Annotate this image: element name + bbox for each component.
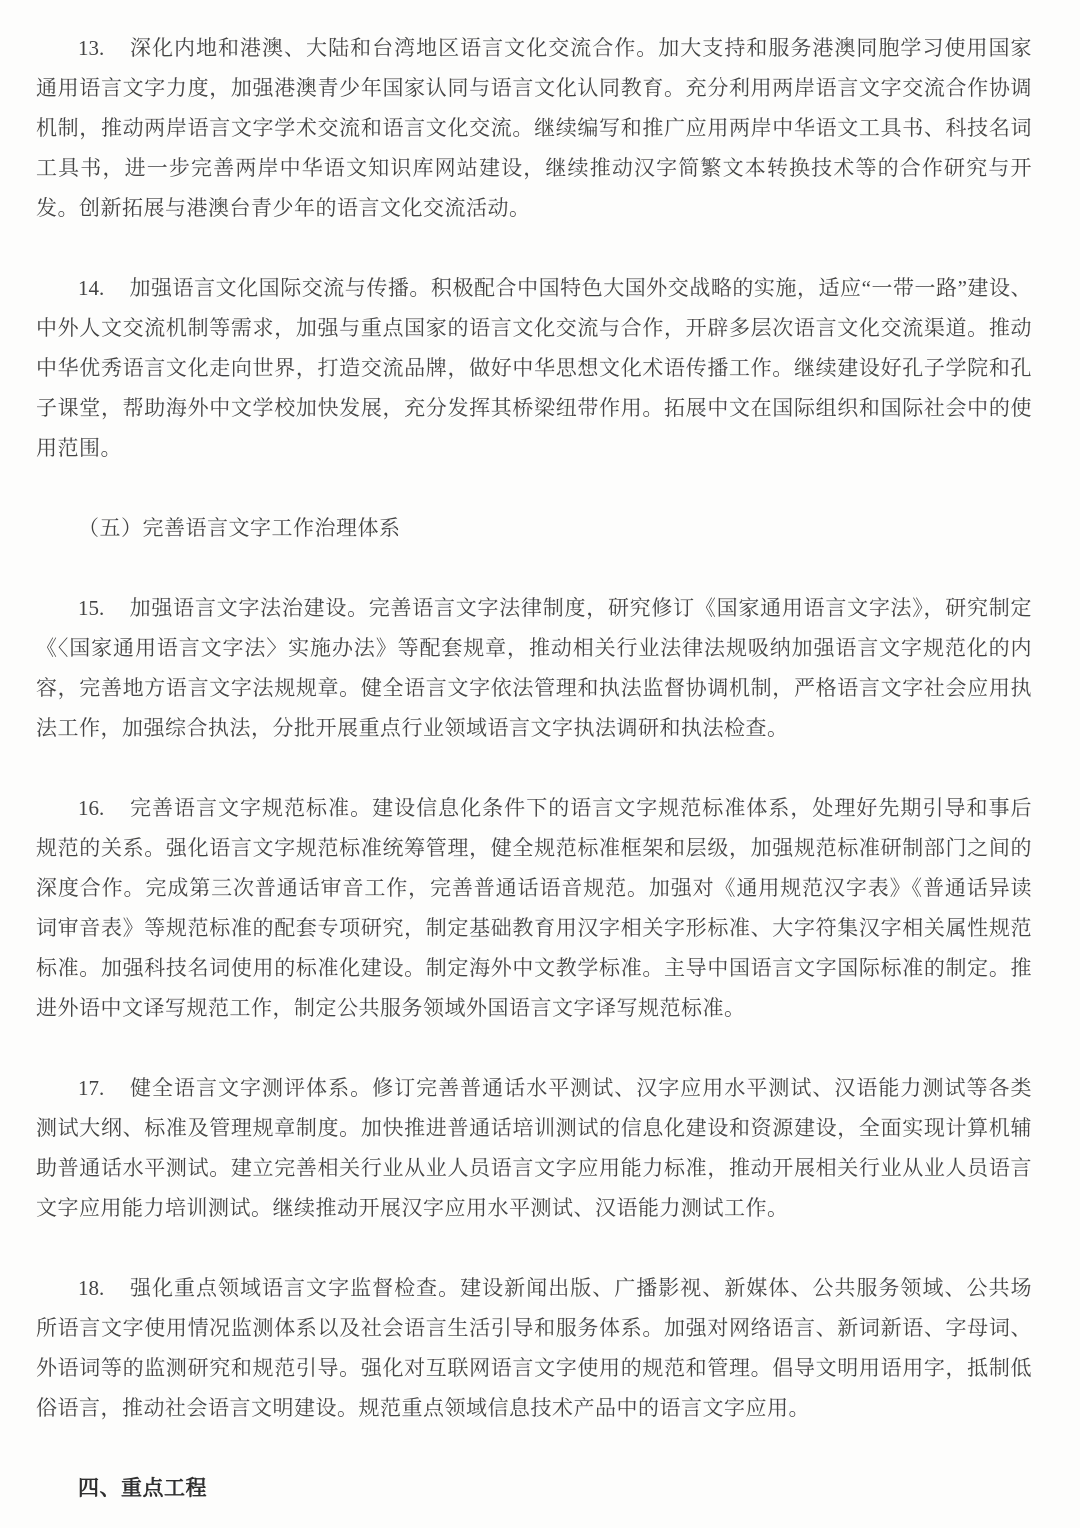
paragraph-number: 15. <box>78 596 105 620</box>
section-heading-4: 四、重点工程 <box>78 1476 207 1500</box>
numbered-paragraph-18 <box>36 1268 1032 1428</box>
paragraph-text: 加强语言文字法治建设。完善语言文字法律制度，研究修订《国家通用语言文字法》，研究制定《〈国家通用语言文字法〉实施办法》等配套规章，推动相关行业法律法规吸纳加强语言文字规范化的内容，完善地方语言文字法规规章。健全语言文字依法管理和执法监督协调机制，严格语言文字社会应用执法工作，加强综合执法，分批开展重点行业领域语言文字执法调研和执法检查。 <box>36 596 1032 740</box>
paragraph-number: 14. <box>78 276 105 300</box>
numbered-paragraph-13 <box>36 28 1032 228</box>
paragraph-number: 16. <box>78 796 105 820</box>
numbered-paragraph-16 <box>36 788 1032 1028</box>
paragraph-number: 18. <box>78 1276 105 1300</box>
paragraph-number: 17. <box>78 1076 105 1100</box>
subsection-heading-5: （五）完善语言文字工作治理体系 <box>78 516 401 540</box>
numbered-paragraph-17 <box>36 1068 1032 1228</box>
numbered-paragraph-14 <box>36 268 1032 468</box>
paragraph-text: 加强语言文化国际交流与传播。积极配合中国特色大国外交战略的实施，适应“一带一路”建设、中外人文交流机制等需求，加强与重点国家的语言文化交流与合作，开辟多层次语言文化交流渠道。推动中华优秀语言文化走向世界，打造交流品牌，做好中华思想文化术语传播工作。继续建设好孔子学院和孔子课堂，帮助海外中文学校加快发展，充分发挥其桥梁纽带作用。拓展中文在国际组织和国际社会中的使用范围。 <box>36 276 1032 460</box>
paragraph-text: 深化内地和港澳、大陆和台湾地区语言文化交流合作。加大支持和服务港澳同胞学习使用国家通用语言文字力度，加强港澳青少年国家认同与语言文化认同教育。充分利用两岸语言文字交流合作协调机制，推动两岸语言文字学术交流和语言文化交流。继续编写和推广应用两岸中华语文工具书、科技名词工具书，进一步完善两岸中华语文知识库网站建设，继续推动汉字简繁文本转换技术等的合作研究与开发。创新拓展与港澳台青少年的语言文化交流活动。 <box>36 36 1032 220</box>
numbered-paragraph-15 <box>36 588 1032 748</box>
paragraph-text: 完善语言文字规范标准。建设信息化条件下的语言文字规范标准体系，处理好先期引导和事后规范的关系。强化语言文字规范标准统筹管理，健全规范标准框架和层级，加强规范标准研制部门之间的深度合作。完成第三次普通话审音工作，完善普通话语音规范。加强对《通用规范汉字表》《普通话异读词审音表》等规范标准的配套专项研究，制定基础教育用汉字相关字形标准、大字符集汉字相关属性规范标准。加强科技名词使用的标准化建设。制定海外中文教学标准。主导中国语言文字国际标准的制定。推进外语中文译写规范工作，制定公共服务领域外国语言文字译写规范标准。 <box>36 796 1032 1020</box>
paragraph-text: 强化重点领域语言文字监督检查。建设新闻出版、广播影视、新媒体、公共服务领域、公共场所语言文字使用情况监测体系以及社会语言生活引导和服务体系。加强对网络语言、新词新语、字母词、外语词等的监测研究和规范引导。强化对互联网语言文字使用的规范和管理。倡导文明用语用字，抵制低俗语言，推动社会语言文明建设。规范重点领域信息技术产品中的语言文字应用。 <box>36 1276 1032 1420</box>
paragraph-text: 健全语言文字测评体系。修订完善普通话水平测试、汉字应用水平测试、汉语能力测试等各类测试大纲、标准及管理规章制度。加快推进普通话培训测试的信息化建设和资源建设，全面实现计算机辅助普通话水平测试。建立完善相关行业从业人员语言文字应用能力标准，推动开展相关行业从业人员语言文字应用能力培训测试。继续推动开展汉字应用水平测试、汉语能力测试工作。 <box>36 1076 1032 1220</box>
paragraph-number: 13. <box>78 36 105 60</box>
